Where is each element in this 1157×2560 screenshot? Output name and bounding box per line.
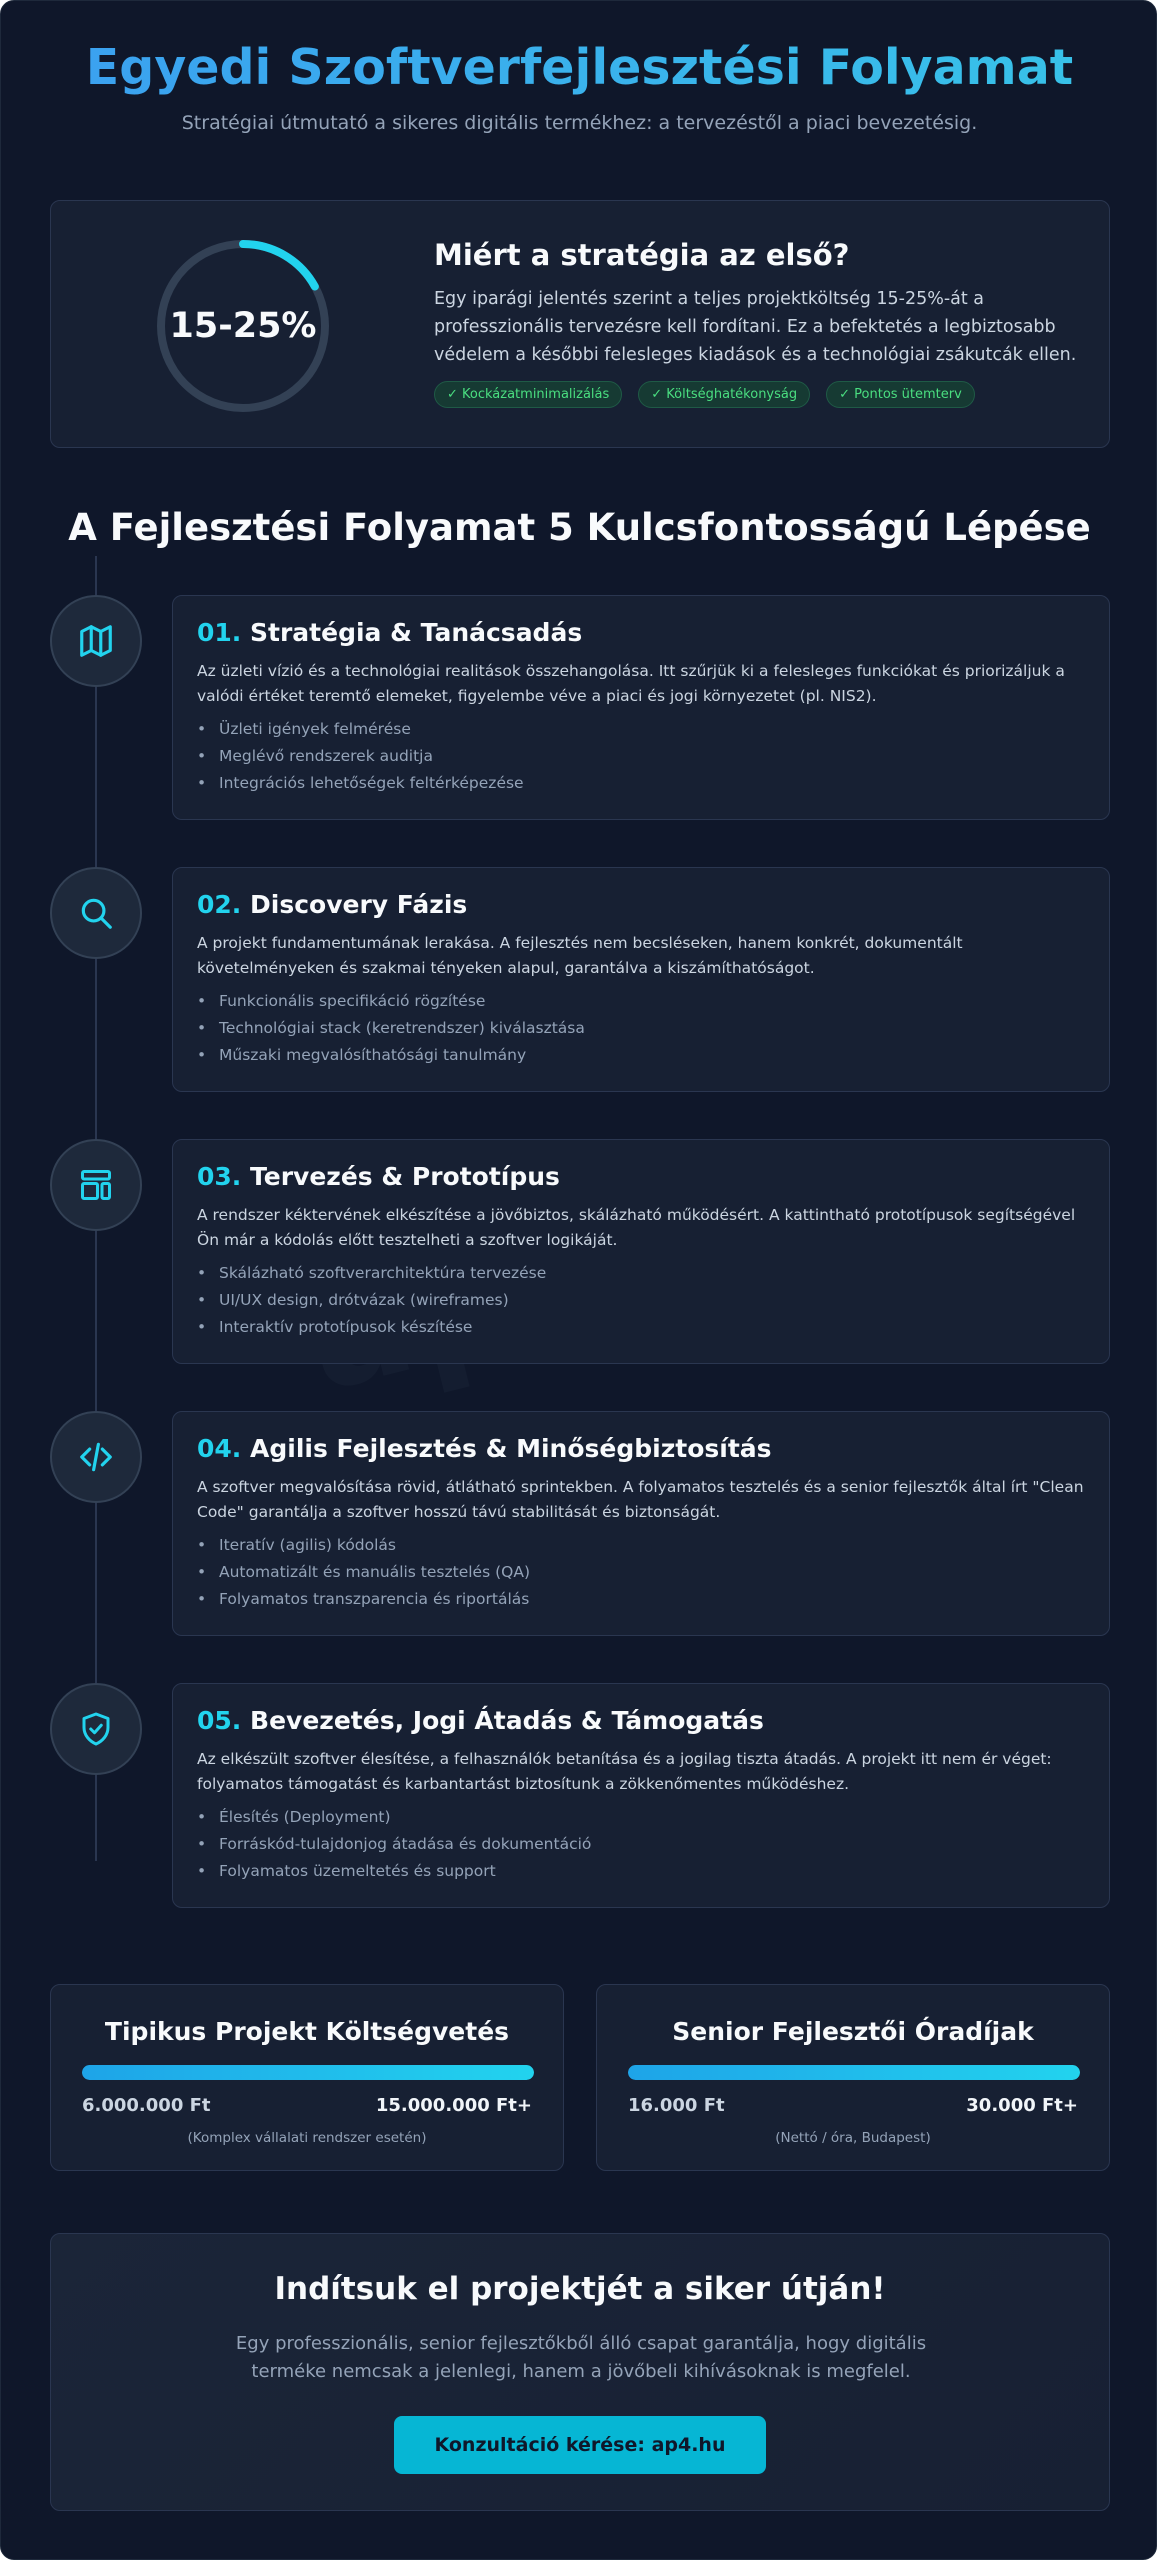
list-item: • Funkcionális specifikáció rögzítése xyxy=(197,988,585,1015)
step-description-line: A projekt fundamentumának lerakása. A fejlesztés nem becsléseken, hanem konkrét, dokumentált xyxy=(197,934,963,952)
step-title xyxy=(197,618,582,647)
step-card-2 xyxy=(172,867,1110,1092)
page-subtitle: Stratégiai útmutató a sikeres digitális termékhez: a tervezéstől a piaci bevezetésig. xyxy=(181,112,978,134)
step-description-line: Az üzleti vízió és a technológiai realitások összehangolása. Itt szűrjük ki a felesleges funkciókat és priorizáljuk a xyxy=(197,662,1065,680)
step-description xyxy=(197,1203,1097,1253)
step-description-line: A rendszer kéktervének elkészítése a jövőbiztos, skálázható működésért. A kattintható prototípusok segítségével xyxy=(197,1206,1076,1224)
hourly-rate-high-value: 30.000 Ft+ xyxy=(966,2095,1078,2116)
step-title-text: Discovery Fázis xyxy=(250,890,468,919)
budget-range-bar-fill xyxy=(82,2065,534,2080)
tag-cost-efficiency: ✓ Költséghatékonyság xyxy=(638,381,810,408)
strategy-description xyxy=(434,285,1094,369)
budget-title: Tipikus Projekt Költségvetés xyxy=(104,2017,510,2046)
budget-range-bar xyxy=(82,2065,534,2080)
step-card-3 xyxy=(172,1139,1110,1364)
step-title xyxy=(197,1162,560,1191)
cta-text-line: terméke nemcsak a jelenlegi, hanem a jövőbeli kihívásoknak is megfelel. xyxy=(251,2361,911,2382)
list-item: • Meglévő rendszerek auditja xyxy=(197,743,524,770)
list-item: • Technológiai stack (keretrendszer) kiválasztása xyxy=(197,1015,585,1042)
cta-card xyxy=(50,2233,1110,2511)
map-icon xyxy=(50,595,142,687)
cta-heading: Indítsuk el projektjét a siker útján! xyxy=(274,2271,886,2307)
strategy-description-line: védelem a későbbi felesleges kiadások és a technológiai zsákutcák ellen. xyxy=(434,345,1077,365)
step-description-line: Ön már a kódolás előtt tesztelheti a szoftver logikáját. xyxy=(197,1231,618,1249)
step-bullet-list xyxy=(197,1532,530,1613)
step-card-4 xyxy=(172,1411,1110,1636)
budget-high-value: 15.000.000 Ft+ xyxy=(375,2095,532,2116)
list-item: • Forráskód-tulajdonjog átadása és dokumentáció xyxy=(197,1831,591,1858)
step-number: 03. xyxy=(197,1162,242,1191)
step-title-text: Bevezetés, Jogi Átadás & Támogatás xyxy=(250,1706,764,1735)
cta-text-line: Egy professzionális, senior fejlesztőkből álló csapat garantálja, hogy digitális xyxy=(235,2333,927,2354)
shield-check-icon xyxy=(50,1683,142,1775)
page-title: Egyedi Szoftverfejlesztési Folyamat xyxy=(1,39,1157,96)
cta-text xyxy=(221,2330,941,2386)
step-card-5 xyxy=(172,1683,1110,1908)
step-description-line: folyamatos támogatást és karbantartást biztosítunk a zökkenőmentes működéshez. xyxy=(197,1775,850,1793)
list-item: • UI/UX design, drótvázak (wireframes) xyxy=(197,1287,546,1314)
step-description-line: Code" garantálja a szoftver hosszú távú stabilitását és biztonságát. xyxy=(197,1503,721,1521)
budget-note: (Komplex vállalati rendszer esetén) xyxy=(187,2130,427,2146)
tag-schedule: ✓ Pontos ütemterv xyxy=(826,381,975,408)
step-description-line: követelményeken és szakmai tényeken alapul, garantálva a kiszámíthatóságot. xyxy=(197,959,815,977)
step-description xyxy=(197,931,1097,981)
step-description-line: valódi értéket teremtő elemeket, figyelembe véve a piaci és jogi környezetet (pl. NIS2). xyxy=(197,687,877,705)
step-number: 05. xyxy=(197,1706,242,1735)
progress-ring-value: 15-25% xyxy=(169,306,317,346)
list-item: • Interaktív prototípusok készítése xyxy=(197,1314,546,1341)
search-icon xyxy=(50,867,142,959)
hourly-rate-title: Senior Fejlesztői Óradíjak xyxy=(672,2017,1034,2046)
hourly-rate-low-value: 16.000 Ft xyxy=(628,2095,725,2116)
list-item: • Skálázható szoftverarchitektúra tervezése xyxy=(197,1260,546,1287)
budget-card xyxy=(50,1984,564,2171)
step-bullet-list xyxy=(197,716,524,797)
list-item: • Üzleti igények felmérése xyxy=(197,716,524,743)
list-item: • Iteratív (agilis) kódolás xyxy=(197,1532,530,1559)
strategy-description-line: professzionális tervezésre kell fordítani. Ez a befektetés a legbiztosabb xyxy=(434,317,1056,337)
step-title-text: Agilis Fejlesztés & Minőségbiztosítás xyxy=(250,1434,772,1463)
layout-icon xyxy=(50,1139,142,1231)
list-item: • Élesítés (Deployment) xyxy=(197,1804,591,1831)
code-icon xyxy=(50,1411,142,1503)
strategy-description-line: Egy iparági jelentés szerint a teljes projektköltség 15-25%-át a xyxy=(434,289,985,309)
step-bullet-list xyxy=(197,1260,546,1341)
list-item: • Folyamatos transzparencia és riportálás xyxy=(197,1586,530,1613)
step-description-line: Az elkészült szoftver élesítése, a felhasználók betanítása és a jogilag tiszta átadás. A projekt itt nem ér véget: xyxy=(197,1750,1052,1768)
hourly-rate-bar xyxy=(628,2065,1080,2080)
step-number: 02. xyxy=(197,890,242,919)
step-number: 01. xyxy=(197,618,242,647)
step-bullet-list xyxy=(197,988,585,1069)
step-title xyxy=(197,1706,764,1735)
step-description xyxy=(197,1747,1097,1797)
strategy-heading: Miért a stratégia az első? xyxy=(434,238,850,272)
step-title xyxy=(197,890,467,919)
hourly-rate-note: (Nettó / óra, Budapest) xyxy=(775,2130,931,2146)
strategy-card xyxy=(50,200,1110,448)
step-title-text: Stratégia & Tanácsadás xyxy=(250,618,583,647)
step-title xyxy=(197,1434,772,1463)
step-title-text: Tervezés & Prototípus xyxy=(250,1162,560,1191)
hourly-rate-card xyxy=(596,1984,1110,2171)
step-number: 04. xyxy=(197,1434,242,1463)
tag-risk-minimization: ✓ Kockázatminimalizálás xyxy=(434,381,622,408)
budget-low-value: 6.000.000 Ft xyxy=(82,2095,211,2116)
step-card-1 xyxy=(172,595,1110,820)
process-section-title: A Fejlesztési Folyamat 5 Kulcsfontosságú Lépése xyxy=(68,506,1091,549)
list-item: • Műszaki megvalósíthatósági tanulmány xyxy=(197,1042,585,1069)
hourly-rate-bar-fill xyxy=(628,2065,1080,2080)
list-item: • Integrációs lehetőségek feltérképezése xyxy=(197,770,524,797)
strategy-tags xyxy=(434,381,975,408)
step-description-line: A szoftver megvalósítása rövid, átlátható sprintekben. A folyamatos tesztelés és a senior fejlesztők által írt "Clean xyxy=(197,1478,1084,1496)
step-bullet-list xyxy=(197,1804,591,1885)
consultation-button[interactable]: Konzultáció kérése: ap4.hu xyxy=(394,2416,766,2474)
step-description xyxy=(197,1475,1097,1525)
list-item: • Automatizált és manuális tesztelés (QA) xyxy=(197,1559,530,1586)
step-description xyxy=(197,659,1097,709)
list-item: • Folyamatos üzemeltetés és support xyxy=(197,1858,591,1885)
